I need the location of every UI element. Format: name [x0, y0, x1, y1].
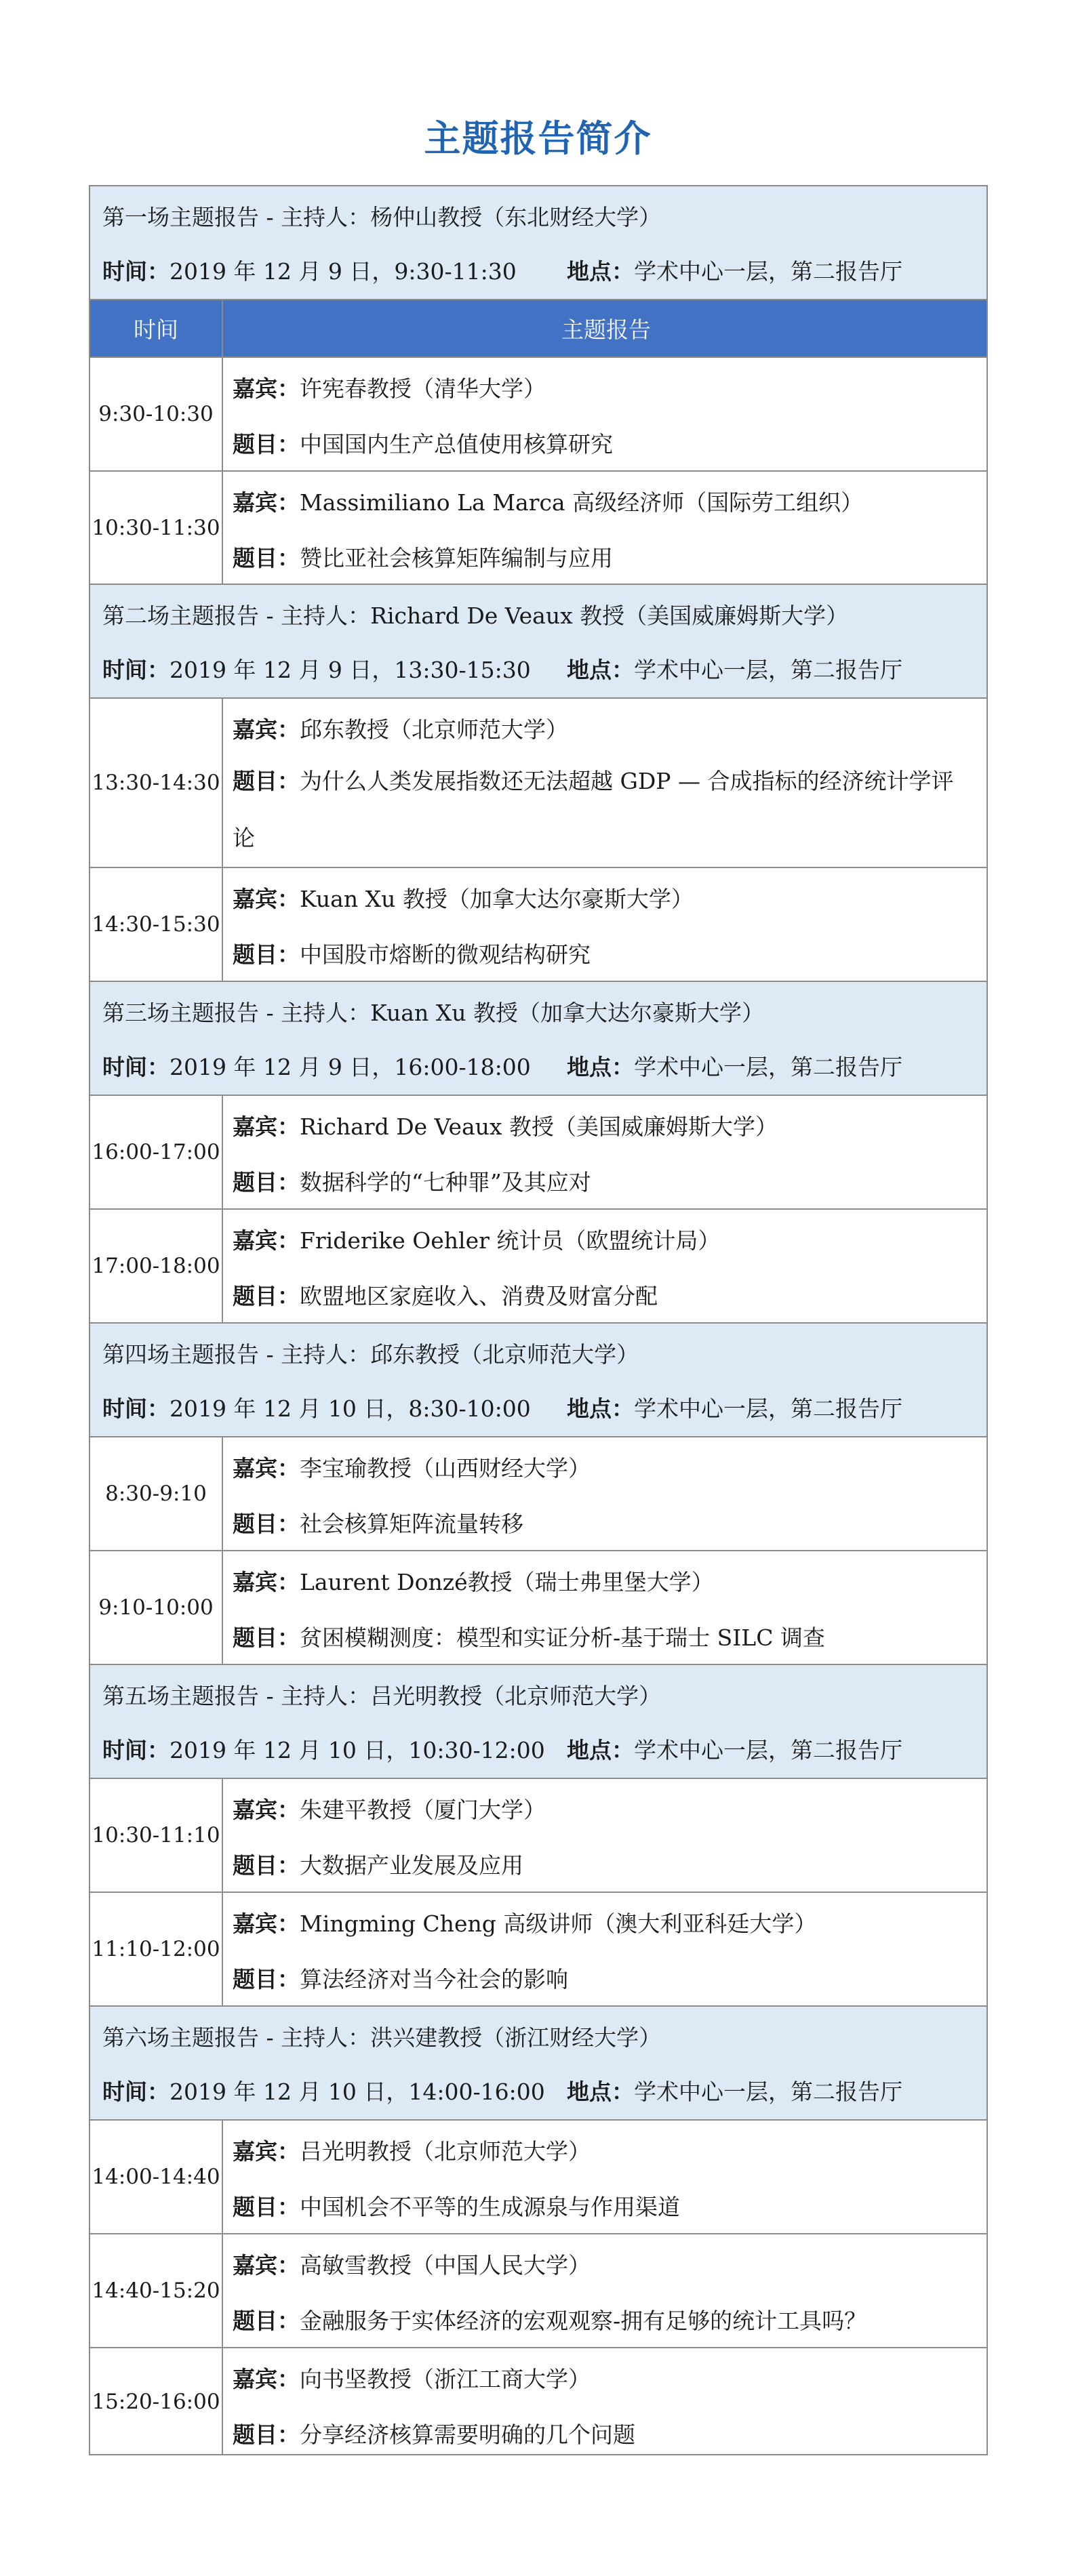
talk-row: [90, 1437, 987, 1551]
session-header: [90, 982, 987, 1096]
session-heading: 第二场主题报告 - 主持人：Richard De Veaux 教授（美国威廉姆斯大学）: [102, 602, 849, 629]
talk-guest: 嘉宾：Richard De Veaux 教授（美国威廉姆斯大学）: [233, 1113, 778, 1140]
session-header: [90, 1324, 987, 1437]
talk-topic: 题目：中国机会不平等的生成源泉与作用渠道: [233, 2194, 680, 2220]
talk-topic: 题目：大数据产业发展及应用: [233, 1852, 523, 1879]
session-place: 地点：学术中心一层，第二报告厅: [567, 657, 902, 683]
talk-row: [90, 2234, 987, 2348]
talk-guest: 嘉宾：Mingming Cheng 高级讲师（澳大利亚科廷大学）: [233, 1910, 817, 1937]
talk-guest: 嘉宾：Kuan Xu 教授（加拿大达尔豪斯大学）: [233, 886, 694, 912]
session-time: 时间：2019 年 12 月 10 日，10:30-12:00: [102, 1737, 545, 1763]
talk-row: [90, 1096, 987, 1210]
talk-guest: 嘉宾：向书坚教授（浙江工商大学）: [233, 2366, 591, 2392]
session-place: 地点：学术中心一层，第二报告厅: [567, 258, 902, 285]
talk-guest: 嘉宾：Massimiliano La Marca 高级经济师（国际劳工组织）: [233, 489, 864, 516]
session-place: 地点：学术中心一层，第二报告厅: [567, 1054, 902, 1080]
session-time: 时间：2019 年 12 月 10 日，14:00-16:00: [102, 2079, 545, 2105]
talk-time: 14:00-14:40: [90, 2121, 223, 2233]
talk-topic: 题目：算法经济对当今社会的影响: [233, 1966, 568, 1992]
talk-guest: 嘉宾：邱东教授（北京师范大学）: [233, 716, 568, 743]
talk-guest: 嘉宾：朱建平教授（厦门大学）: [233, 1797, 546, 1823]
talk-topic: 题目：欧盟地区家庭收入、消费及财富分配: [233, 1283, 658, 1309]
talk-guest: 嘉宾：许宪春教授（清华大学）: [233, 375, 546, 402]
column-header-time: 时间: [90, 300, 223, 356]
talk-guest: 嘉宾：高敏雪教授（中国人民大学）: [233, 2252, 591, 2278]
talk-time: 10:30-11:30: [90, 472, 223, 584]
talk-row: [90, 1893, 987, 2007]
talk-time: 11:10-12:00: [90, 1893, 223, 2005]
session-heading: 第五场主题报告 - 主持人：吕光明教授（北京师范大学）: [102, 1683, 662, 1709]
talk-row: [90, 1551, 987, 1665]
session-header: [90, 585, 987, 699]
talk-row: [90, 2121, 987, 2234]
talk-row: [90, 358, 987, 472]
talk-time: 17:00-18:00: [90, 1210, 223, 1322]
talk-topic: 题目：分享经济核算需要明确的几个问题: [233, 2421, 635, 2448]
talk-time: 14:30-15:30: [90, 868, 223, 981]
talk-row: [90, 2348, 987, 2455]
talk-topic: 题目：中国国内生产总值使用核算研究: [233, 431, 613, 457]
talk-topic: 题目：贫困模糊测度：模型和实证分析-基于瑞士 SILC 调查: [233, 1624, 825, 1651]
talk-time: 9:10-10:00: [90, 1551, 223, 1664]
talk-topic: 题目：为什么人类发展指数还无法超越 GDP — 合成指标的经济统计学评论: [233, 768, 954, 851]
talk-time: 13:30-14:30: [90, 699, 223, 867]
schedule-table: [89, 185, 988, 2455]
talk-time: 16:00-17:00: [90, 1096, 223, 1208]
session-time: 时间：2019 年 12 月 10 日，8:30-10:00: [102, 1395, 531, 1422]
session-header: [90, 2007, 987, 2121]
column-header-report: 主题报告: [561, 316, 651, 343]
talk-row: [90, 868, 987, 982]
talk-row: [90, 472, 987, 585]
talk-time: 9:30-10:30: [90, 358, 223, 470]
talk-row: [90, 1779, 987, 1893]
session-heading: 第六场主题报告 - 主持人：洪兴建教授（浙江财经大学）: [102, 2024, 662, 2051]
column-header: [90, 300, 987, 358]
session-time: 时间：2019 年 12 月 9 日，9:30-11:30: [102, 258, 517, 285]
session-heading: 第四场主题报告 - 主持人：邱东教授（北京师范大学）: [102, 1341, 639, 1368]
talk-guest: 嘉宾：Laurent Donzé教授（瑞士弗里堡大学）: [233, 1569, 714, 1595]
talk-row: [90, 1210, 987, 1324]
session-heading: 第一场主题报告 - 主持人：杨仲山教授（东北财经大学）: [102, 204, 662, 230]
session-heading: 第三场主题报告 - 主持人：Kuan Xu 教授（加拿大达尔豪斯大学）: [102, 1000, 764, 1026]
talk-topic: 题目：社会核算矩阵流量转移: [233, 1511, 523, 1537]
talk-time: 14:40-15:20: [90, 2234, 223, 2347]
session-place: 地点：学术中心一层，第二报告厅: [567, 1737, 902, 1763]
session-place: 地点：学术中心一层，第二报告厅: [567, 1395, 902, 1422]
page-title: 主题报告简介: [424, 117, 652, 160]
talk-topic: 题目：赞比亚社会核算矩阵编制与应用: [233, 545, 613, 571]
talk-topic: 题目：中国股市熔断的微观结构研究: [233, 941, 591, 968]
talk-time: 8:30-9:10: [90, 1437, 223, 1550]
talk-time: 10:30-11:10: [90, 1779, 223, 1892]
talk-guest: 嘉宾：吕光明教授（北京师范大学）: [233, 2138, 591, 2165]
session-header: [90, 186, 987, 300]
talk-row: [90, 699, 987, 868]
talk-guest: 嘉宾：Friderike Oehler 统计员（欧盟统计局）: [233, 1227, 721, 1254]
session-header: [90, 1665, 987, 1779]
session-time: 时间：2019 年 12 月 9 日，13:30-15:30: [102, 657, 531, 683]
session-place: 地点：学术中心一层，第二报告厅: [567, 2079, 902, 2105]
session-time: 时间：2019 年 12 月 9 日，16:00-18:00: [102, 1054, 531, 1080]
talk-topic: 题目：金融服务于实体经济的宏观观察-拥有足够的统计工具吗？: [233, 2308, 867, 2334]
talk-guest: 嘉宾：李宝瑜教授（山西财经大学）: [233, 1455, 591, 1481]
talk-time: 15:20-16:00: [90, 2348, 223, 2455]
talk-topic: 题目：数据科学的“七种罪”及其应对: [233, 1169, 591, 1195]
